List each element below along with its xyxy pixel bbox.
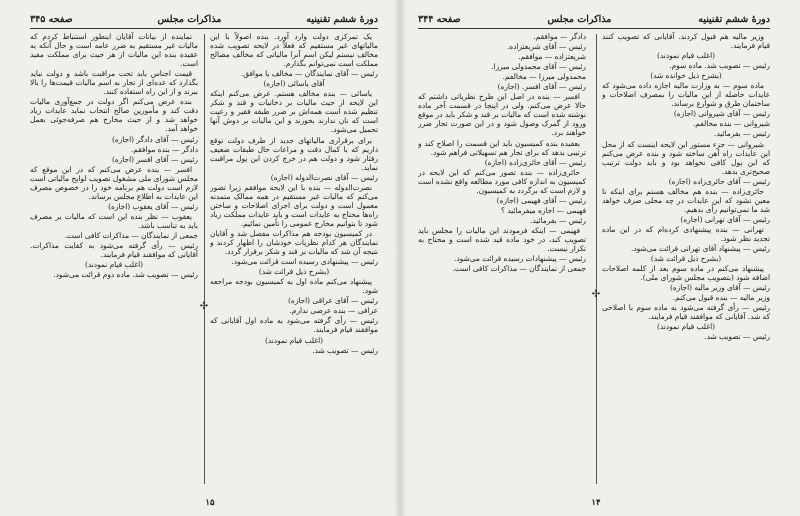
paragraph: رئیس — آقای شریعتزاده.: [506, 42, 586, 52]
paragraph: (بشرح ذیل خوانده شد): [650, 71, 722, 81]
left-column-right: [210, 32, 378, 488]
right-column-right: [602, 32, 770, 488]
paragraph: افسر — بنده عرض می‌کنم که در این موقع که مجلس شورای ملی مشغول تصویب لوایح مالیاتی است لازم است دولت هم برنامه خود را در خصوص مصرف این عایدات به اطلاع مجلس برساند.: [30, 164, 198, 201]
paragraph: قیمت اجناس باید تحت مراقبت باشد و دولت نباید بگذارد که عده‌ای از تجار به اسم مالیات قیمت‌ها را بالا ببرند و از این راه استفاده کنند.: [30, 69, 198, 97]
paragraph: رئیس — آقای شیروانی (اجازه): [673, 109, 770, 119]
paragraph: رئیس — تصویب شد. ماده سوم.: [669, 61, 770, 71]
column-mark-icon: ✣: [591, 289, 601, 300]
paragraph: شیروانی — بنده مخالفم.: [692, 119, 770, 129]
paragraph: رئیس — آقای حائری‌زاده (اجازه): [668, 176, 770, 186]
left-running-head: [30, 12, 378, 26]
paragraph: فهیمی — اینکه فرمودند این مالیات را مجلس باید تصویب کند، در خود ماده قید شده است و محتاج به تکرار نیست.: [418, 225, 586, 254]
paragraph: رئیس — بفرمائید.: [530, 215, 586, 225]
paragraph: رئیس — آقای نمایندگان — مخالف یا موافق.: [240, 69, 378, 79]
paragraph: رئیس — آقای تهرانی (اجازه): [680, 214, 770, 224]
paragraph: رئیس — رأی گرفته می‌شود به کفایت مذاکرات. آقایانی که موافقند قیام فرمایند.: [30, 241, 198, 260]
paragraph: حائری‌زاده — بنده هم مخالف هستم برای اینکه تا معین نشود که این عایدات در چه محلی صرف خواهد شد ما نمی‌توانیم رأی بدهیم.: [602, 186, 770, 214]
paragraph: جمعی از نمایندگان — مذاکرات کافی است.: [452, 264, 586, 274]
left-folio: ۱۵: [205, 498, 215, 508]
paragraph: رئیس — آقای دادگر (اجازه): [111, 134, 198, 144]
paragraph: رئیس — آقای حائری‌زاده (اجازه): [484, 157, 586, 167]
paragraph: دادگر — بنده موافقم.: [130, 144, 198, 154]
paragraph: (اغلب قیام نمودند): [656, 322, 716, 332]
paragraph: (اغلب قیام نمودند): [656, 51, 716, 61]
paragraph: در کمیسیون بودجه هم مذاکرات مفصل شد و آقایان نمایندگان هر کدام نظریات خودشان را اظهار کردند و نتیجه آن شد که مالیات بر قند و شکر برقرار گردد.: [210, 228, 378, 257]
paragraph: افسر — بنده در اصل این طرح نظریاتی داشتم که حالا عرض می‌کنم. ولی در اینجا در قسمت آخر ماده نوشته شده است که مالیات بر قند و شکر باید در موقع ورود از گمرک وصول شود و در این صورت تجار ضرر خواهند برد.: [418, 92, 586, 138]
paragraph: نصرت‌الدوله — بنده با این لایحه موافقم زیرا تصور می‌کنم که مالیات غیر مستقیم در همه ممالک متمدنه معمول است و دولت برای اجرای اصلاحات و ساختن راه‌ها محتاج به عایدات است و باید عایدات مملکت زیاد شود تا بتوانیم مخارج عمومی را تأمین نمائیم.: [210, 182, 378, 228]
paragraph: (اغلب قیام نمودند): [264, 335, 324, 345]
paragraph: رئیس — رأی گرفته می‌شود به ماده اول آقایانی که موافقند قیام فرمایند.: [210, 316, 378, 335]
paragraph: (اغلب قیام نمودند): [84, 260, 144, 270]
paragraph: رئیس — تصویب شد.: [312, 345, 378, 355]
paragraph: آقای یاسائی (اجازه): [263, 79, 325, 89]
paragraph: محمدولی میرزا — مخالفم.: [502, 72, 586, 82]
paragraph: یاسائی — بنده مخالف هستم. عرض می‌کنم اینکه این لایحه از حیث مالیات بر دخانیات و قند و شکر تنظیم شده است همه‌اش بر ضرر طبقه فقیر و رعیت است که نان ندارند بخورند و این مالیات بر دوش آنها تحمیل می‌شود.: [210, 89, 378, 135]
paragraph: (بشرح ذیل قرائت شد): [258, 267, 330, 277]
paragraph: یعقوب — نظر بنده این است که مالیات بر مصرف باید به تناسب باشد.: [30, 211, 198, 230]
left-journal-label: دورهٔ ششم تقنینیه: [306, 13, 378, 25]
paragraph: رئیس — پیشنهادات رسیده قرائت می‌شود.: [454, 254, 586, 264]
right-page: [400, 0, 800, 516]
right-column-divider: [596, 34, 597, 484]
right-page-number-label: صفحه ۳۴۴: [418, 13, 461, 25]
right-running-head: [418, 12, 770, 26]
paragraph: پیشنهاد می‌کنم در ماده سوم بعد از کلمه اصلاحات اضافه شود (بتصویب مجلس شورای ملی).: [602, 264, 770, 283]
paragraph: یک تمرکزی دولت وارد آورد. بنده اصولاً با این مالیاتهای غیر مستقیم که فعلاً در لایحه تصویب شده مخالف نیستم لیکن اسم آنرا مالیاتی که مخالف مصالح مملکت است نمی‌توانم بگذارم.: [210, 32, 378, 69]
paragraph: برای برقراری مالیاتهای جدید از طرف دولت توقع داریم که با کمال دقت و مراعات حال طبقات ضعیف رفتار شود و دولت هم در خرج کردن این پول مراقبت نماید.: [210, 135, 378, 172]
paragraph: رئیس — آقای عراقی (اجازه): [287, 296, 378, 306]
paragraph: نماینده از بیانات آقایان اینطور استنباط کردم که مالیات غیر مستقیم به ضرر عامه است و حال آنکه به عقیده بنده این مالیات از هر حیث برای مملکت مفید است.: [30, 32, 198, 69]
paragraph: رئیس — آقای افسر. (اجازه): [497, 82, 586, 92]
paragraph: شیروانی — جزء مستور این لایحه اینست که از محل این عایدات راه آهن ساخته شود و بنده عرض می‌کنم که این پول کافی نخواهد بود و باید دولت ترتیب صحیح‌تری بدهد.: [602, 139, 770, 176]
paragraph: رئیس — آقای فهیمی (اجازه): [496, 195, 586, 205]
paragraph: رئیس — آقای نصرت‌الدوله (اجازه): [270, 172, 378, 182]
left-page-number-label: صفحه ۳۴۵: [30, 13, 73, 25]
left-column-divider: [204, 34, 205, 484]
paragraph: پیشنهاد می‌کنم ماده اول به کمیسیون بودجه مراجعه شود.: [210, 277, 378, 296]
paragraph: بنده عرض می‌کنم اگر دولت در جمع‌آوری مالیات دقت کند و مأمورین صالح انتخاب نماید عایدات زیاد خواهد شد و از حیث مخارج هم صرفه‌جوئی بعمل خواهد آمد.: [30, 97, 198, 134]
paragraph: حائری‌زاده — بنده تصور می‌کنم که این لایحه در کمیسیون به اندازه کافی مورد مطالعه واقع نشده است و لازم است که برگردد به کمیسیون.: [418, 167, 586, 195]
right-folio: ۱۴: [591, 498, 601, 508]
right-page-title: مذاکرات مجلس: [547, 13, 612, 25]
paragraph: بعقیده بنده کمیسیون باید این قسمت را اصلاح کند و ترتیبی بدهد که برای تجار هم تسهیلاتی فراهم شود.: [418, 138, 586, 157]
right-column-left: [418, 32, 586, 488]
paragraph: رئیس — تصویب شد.: [704, 332, 770, 342]
right-header-rule: [418, 28, 770, 29]
paragraph: عراقی — بنده عرضی ندارم.: [289, 306, 378, 316]
paragraph: رئیس — آقای وزیر مالیه (اجازه): [669, 283, 770, 293]
paragraph: دادگر — موافقم.: [533, 32, 586, 41]
paragraph: رئیس — تصویب شد. ماده دوم قرائت می‌شود.: [53, 270, 198, 280]
left-page-title: مذاکرات مجلس: [157, 13, 222, 25]
paragraph: رئیس — رأی گرفته می‌شود به ماده سوم با اصلاحی که شد. آقایانی که موافقند قیام فرمایند.: [602, 303, 770, 322]
right-journal-label: دورهٔ ششم تقنینیه: [698, 13, 770, 25]
left-column-left: [30, 32, 198, 488]
paragraph: فهیمی — اجازه میفرمائید ؟: [500, 205, 586, 215]
paragraph: ماده سوم — به وزارت مالیه اجازه داده می‌شود که عایدات حاصله از این مالیات را بمصرف اصلاحات و ساختمان طرق و شوارع برساند.: [602, 81, 770, 109]
paragraph: (بشرح ذیل قرائت شد): [650, 254, 722, 264]
paragraph: وزیر مالیه — بنده قبول می‌کنم.: [672, 293, 770, 303]
left-header-rule: [30, 28, 378, 29]
paragraph: رئیس — بفرمائید.: [714, 129, 770, 139]
paragraph: تهرانی — بنده پیشنهادی کرده‌ام که در این ماده تجدید نظر شود.: [602, 224, 770, 243]
column-mark-icon: ✣: [199, 301, 209, 312]
paragraph: وزیر مالیه هم قبول کردند. آقایانی که تصویب کنند قیام فرمایند.: [602, 32, 770, 51]
paragraph: رئیس — پیشنهادی رسیده است قرائت می‌شود.: [231, 257, 378, 267]
paragraph: رئیس — پیشنهاد آقای تهرانی قرائت می‌شود.: [630, 244, 770, 254]
paragraph: شریعتزاده — موافقم.: [518, 52, 586, 62]
paragraph: رئیس — آقای افسر (اجازه): [111, 154, 198, 164]
paragraph: رئیس — آقای یعقوب (اجازه): [108, 201, 198, 211]
paragraph: جمعی از نمایندگان — مذاکرات کافی است.: [64, 230, 198, 240]
paragraph: رئیس — آقای محمدولی میرزا.: [491, 62, 586, 72]
